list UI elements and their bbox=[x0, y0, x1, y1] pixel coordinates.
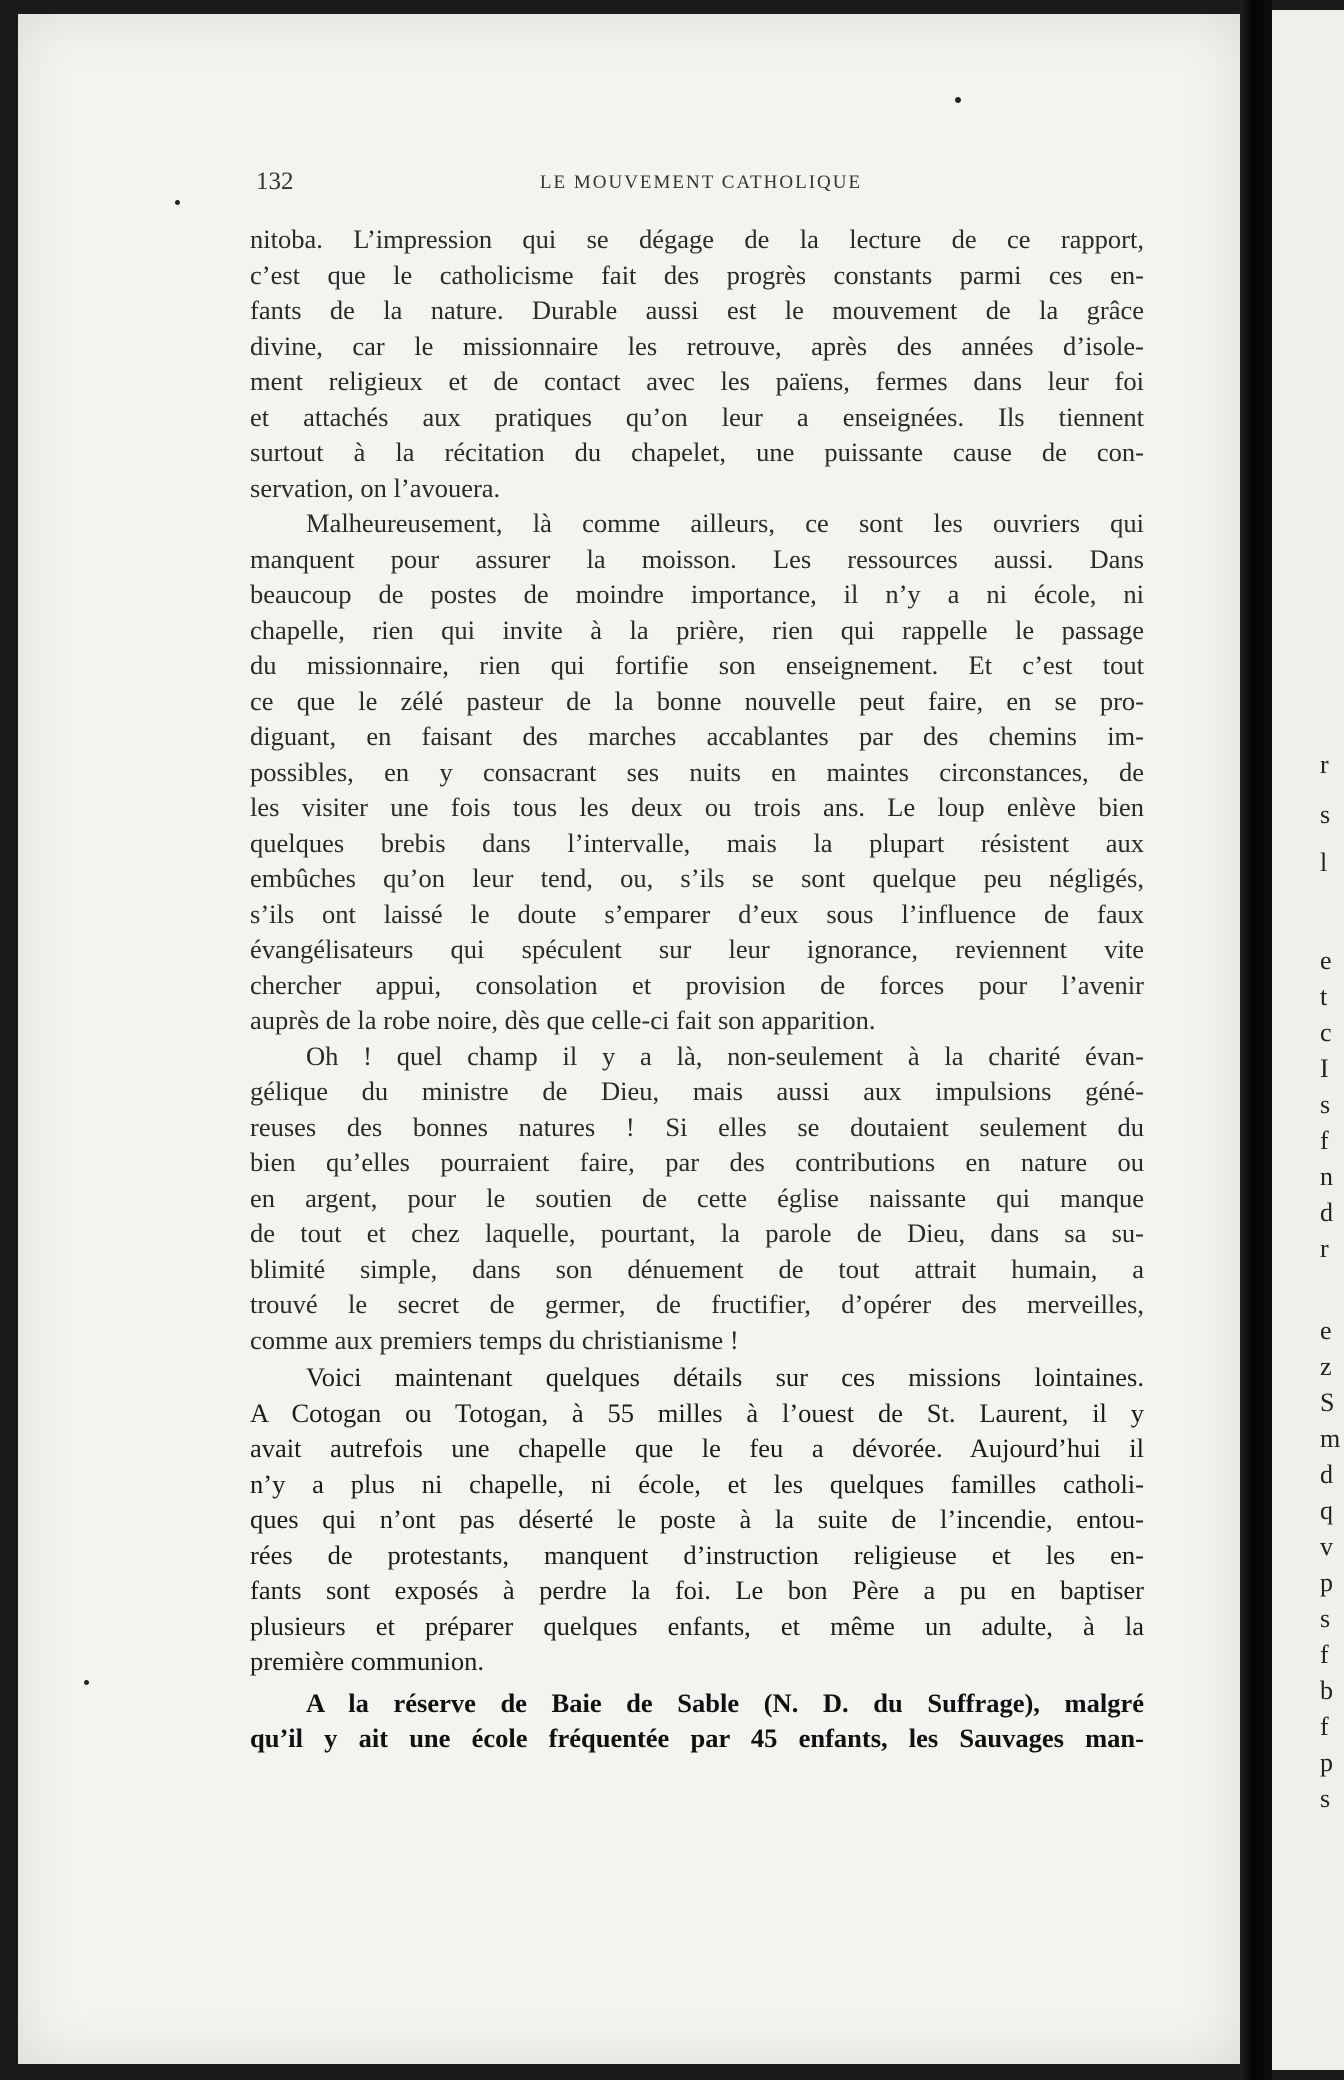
text-line: nitoba. L’impression qui se dégage de la lecture de ce rapport, bbox=[250, 224, 1144, 254]
facing-fragment: I bbox=[1320, 1054, 1329, 1083]
paragraph bbox=[250, 1686, 1144, 1757]
text-line: et attachés aux pratiques qu’on leur a enseignées. Ils tiennent bbox=[250, 401, 1144, 432]
facing-fragment: q bbox=[1320, 1496, 1333, 1525]
facing-fragment: n bbox=[1320, 1162, 1333, 1191]
text-line: comme aux premiers temps du christianisme ! bbox=[250, 1324, 739, 1355]
text-line: chercher appui, consolation et provision de forces pour l’avenir bbox=[250, 969, 1144, 1000]
text-line: quelques brebis dans l’intervalle, mais la plupart résistent aux bbox=[250, 827, 1144, 858]
facing-fragment: r bbox=[1320, 1234, 1329, 1263]
facing-fragment: s bbox=[1320, 1604, 1331, 1633]
scan-speck bbox=[955, 97, 961, 103]
facing-fragment: d bbox=[1320, 1198, 1333, 1227]
facing-fragment: z bbox=[1320, 1352, 1332, 1381]
running-title: LE MOUVEMENT CATHOLIQUE bbox=[539, 172, 863, 193]
text-line: bien qu’elles pourraient faire, par des contributions en nature ou bbox=[250, 1147, 1144, 1177]
facing-fragment: f bbox=[1320, 1126, 1329, 1155]
facing-fragment: s bbox=[1320, 1784, 1331, 1813]
text-line: A la réserve de Baie de Sable (N. D. du Suffrage), malgré bbox=[306, 1687, 1144, 1718]
text-line: avait autrefois une chapelle que le feu a dévorée. Aujourd’hui il bbox=[250, 1433, 1144, 1463]
text-line: A Cotogan ou Totogan, à 55 milles à l’ouest de St. Laurent, il y bbox=[250, 1397, 1144, 1428]
text-line: s’ils ont laissé le doute s’emparer d’eux sous l’influence de faux bbox=[250, 898, 1144, 929]
text-line: chapelle, rien qui invite à la prière, rien qui rappelle le passage bbox=[250, 614, 1144, 645]
facing-fragment: p bbox=[1320, 1748, 1333, 1777]
text-line: possibles, en y consacrant ses nuits en maintes circonstances, de bbox=[250, 756, 1144, 787]
page-number: 132 bbox=[256, 168, 294, 195]
facing-fragment: d bbox=[1320, 1460, 1333, 1489]
text-line: rées de protestants, manquent d’instruction religieuse et les en- bbox=[250, 1539, 1144, 1570]
text-line: en argent, pour le soutien de cette église naissante qui manque bbox=[250, 1182, 1144, 1213]
facing-page-edge bbox=[1272, 10, 1344, 2070]
text-line: gélique du ministre de Dieu, mais aussi aux impulsions géné- bbox=[250, 1076, 1144, 1106]
text-line: manquent pour assurer la moisson. Les ressources aussi. Dans bbox=[250, 543, 1144, 574]
facing-fragment: b bbox=[1320, 1676, 1333, 1705]
text-line: embûches qu’on leur tend, ou, s’ils se sont quelque peu négligés, bbox=[250, 863, 1144, 893]
facing-fragment: p bbox=[1320, 1568, 1333, 1597]
text-line: évangélisateurs qui spéculent sur leur ignorance, reviennent vite bbox=[250, 934, 1144, 964]
paragraph bbox=[250, 1360, 1144, 1680]
text-line: ce que le zélé pasteur de la bonne nouvelle peut faire, en se pro- bbox=[250, 685, 1144, 716]
page-header bbox=[256, 168, 1146, 208]
text-line: Oh ! quel champ il y a là, non-seulement à la charité évan- bbox=[306, 1040, 1144, 1071]
text-line: les visiter une fois tous les deux ou trois ans. Le loup enlève bien bbox=[250, 792, 1144, 822]
body-text bbox=[250, 222, 1144, 1757]
text-line: divine, car le missionnaire les retrouve, après des années d’isole- bbox=[250, 330, 1144, 361]
text-line: diguant, en faisant des marches accablantes par des chemins im- bbox=[250, 721, 1144, 751]
facing-fragment: r bbox=[1320, 750, 1329, 779]
facing-fragment: t bbox=[1320, 982, 1328, 1011]
facing-fragment: l bbox=[1320, 848, 1328, 877]
text-line: première communion. bbox=[250, 1646, 485, 1676]
text-line: auprès de la robe noire, dès que celle-ci fait son apparition. bbox=[250, 1005, 876, 1035]
facing-fragment: c bbox=[1320, 1018, 1332, 1047]
text-line: n’y a plus ni chapelle, ni école, et les quelques familles catholi- bbox=[250, 1468, 1144, 1499]
text-line: c’est que le catholicisme fait des progrès constants parmi ces en- bbox=[250, 259, 1144, 290]
facing-fragment: S bbox=[1320, 1388, 1335, 1417]
text-line: fants sont exposés à perdre la foi. Le bon Père a pu en baptiser bbox=[250, 1575, 1144, 1605]
facing-fragment: f bbox=[1320, 1712, 1329, 1741]
facing-fragment: e bbox=[1320, 1316, 1332, 1345]
scan-speck bbox=[84, 1680, 89, 1685]
text-line: de tout et chez laquelle, pourtant, la parole de Dieu, dans sa su- bbox=[250, 1218, 1144, 1248]
facing-fragment: e bbox=[1320, 946, 1332, 975]
paragraph bbox=[250, 506, 1144, 1039]
text-line: du missionnaire, rien qui fortifie son enseignement. Et c’est tout bbox=[250, 650, 1144, 680]
facing-fragment: s bbox=[1320, 800, 1331, 829]
text-line: fants de la nature. Durable aussi est le mouvement de la grâce bbox=[250, 295, 1144, 325]
facing-fragment: s bbox=[1320, 1090, 1331, 1119]
text-line: servation, on l’avouera. bbox=[250, 472, 501, 503]
text-line: blimité simple, dans son dénuement de tout attrait humain, a bbox=[250, 1253, 1144, 1284]
text-line: Malheureusement, là comme ailleurs, ce sont les ouvriers qui bbox=[306, 508, 1144, 538]
text-line: Voici maintenant quelques détails sur ces missions lointaines. bbox=[306, 1362, 1144, 1392]
scan-speck bbox=[175, 200, 180, 205]
facing-fragment: v bbox=[1320, 1532, 1333, 1561]
facing-fragment: m bbox=[1320, 1424, 1341, 1453]
text-line: ment religieux et de contact avec les païens, fermes dans leur foi bbox=[250, 366, 1144, 396]
paragraph bbox=[250, 222, 1144, 506]
paragraph bbox=[250, 1039, 1144, 1359]
book-gutter bbox=[1240, 0, 1272, 2080]
text-line: reuses des bonnes natures ! Si elles se doutaient seulement du bbox=[250, 1111, 1144, 1142]
text-line: ques qui n’ont pas déserté le poste à la suite de l’incendie, entou- bbox=[250, 1504, 1144, 1534]
text-line: beaucoup de postes de moindre importance, il n’y a ni école, ni bbox=[250, 579, 1144, 609]
text-line: surtout à la récitation du chapelet, une puissante cause de con- bbox=[250, 437, 1144, 467]
facing-fragment: f bbox=[1320, 1640, 1329, 1669]
text-line: trouvé le secret de germer, de fructifier, d’opérer des merveilles, bbox=[250, 1289, 1144, 1319]
text-line: qu’il y ait une école fréquentée par 45 enfants, les Sauvages man- bbox=[250, 1723, 1144, 1753]
text-line: plusieurs et préparer quelques enfants, et même un adulte, à la bbox=[250, 1610, 1144, 1641]
